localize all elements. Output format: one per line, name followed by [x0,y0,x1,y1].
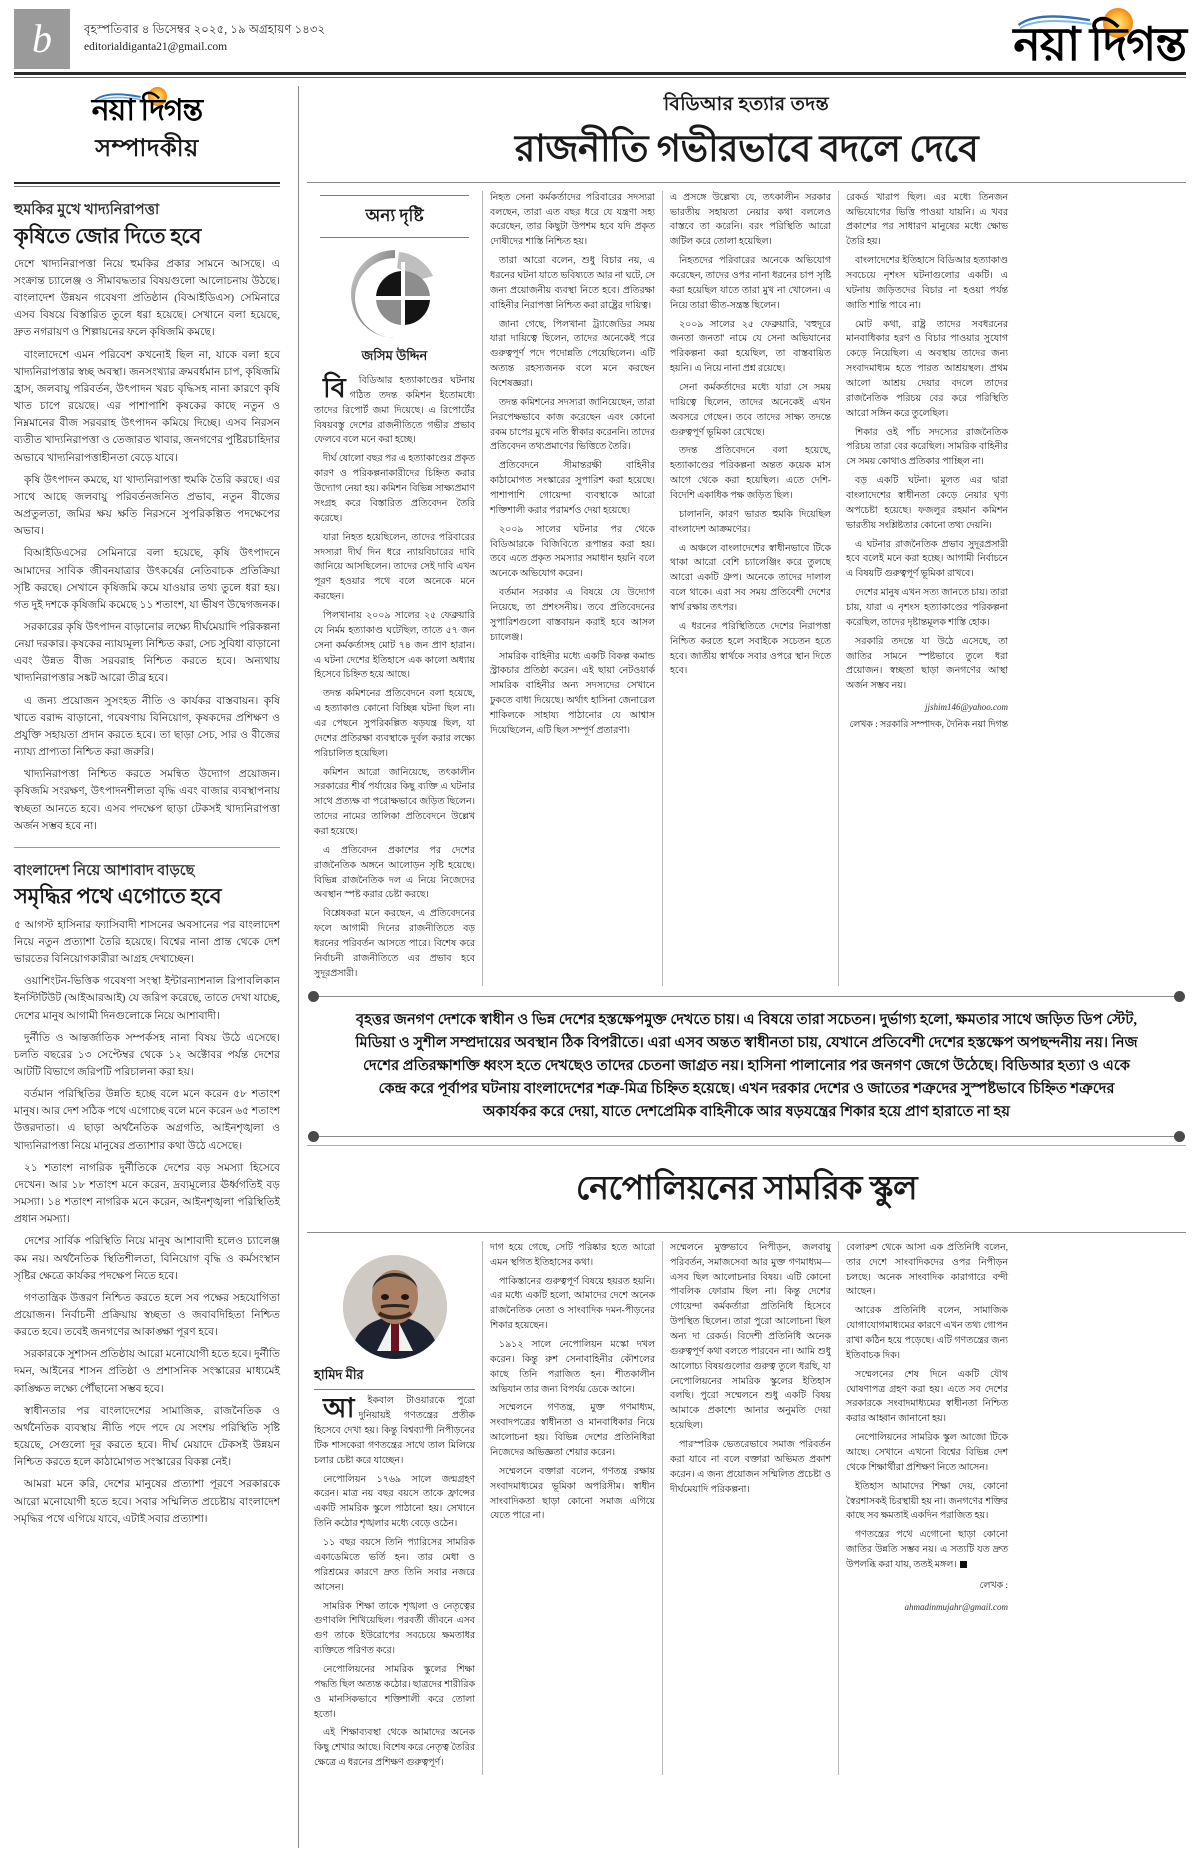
paragraph: দুর্নীতি ও আন্তর্জাতিক সম্পর্কসহ নানা বিষয় উঠে এসেছে। চলতি বছরের ১৩ সেপ্টেম্বর থেকে ১২ অক্টোবর পর্যন্ত দেশের আটটি বিভাগে জরিপটি পরিচালনা করা হয়। [14,1032,280,1078]
story-column [663,191,839,986]
paragraph: গণতান্ত্রিক উত্তরণ নিশ্চিত করতে হলে সব পক্ষের সহযোগিতা প্রয়োজন। নির্বাচনী প্রক্রিয়ায় স্বচ্ছতা ও জবাবদিহিতা নিশ্চিত করতে হবে। তবেই জনগণের আকাঙ্ক্ষা পূরণ হবে। [14,1292,280,1339]
editorial-kicker: বাংলাদেশ নিয়ে আশাবাদ বাড়ছে [14,862,195,879]
author-credit: লেখক : সরকারি সম্পাদক, দৈনিক নয়া দিগন্ত [849,720,1008,731]
paragraph: সরকারের কৃষি উৎপাদন বাড়ানোর লক্ষ্যে দীর্ঘমেয়াদি পরিকল্পনা নেয়া দরকার। কৃষকের ন্যায্যমূল্য নিশ্চিত করা, সেচ সুবিধা বাড়ানো এবং উন্নত বীজ সরবরাহ নিশ্চিত করতে হবে। অন্যথায় খাদ্যনিরাপত্তার সঙ্কট আরো তীব্র হবে। [14,621,280,685]
secondary-author-name: হামিদ মীর [314,1366,364,1382]
pull-quote-dot [1174,1131,1185,1142]
paragraph-text: গণতন্ত্রের পথে এগোনো ছাড়া কোনো জাতির উন্নতি সম্ভব নয়। এ সত্যটি যত দ্রুত উপলব্ধি করা যায়, ততই মঙ্গল। [846,1530,1008,1570]
secondary-story-rule [307,1232,1186,1233]
byline-rule [314,1389,475,1390]
paragraph: নেপোলিয়নের সামরিক স্কুল আজো টিকে আছে। সেখানে এখনো বিশ্বের বিভিন্ন দেশ থেকে শিক্ষার্থীরা প্রশিক্ষণ নিতে আসেন। [846,1433,1008,1473]
story-column [483,1241,663,1775]
paragraph [314,374,475,448]
naya-diganta-wordmark [1013,19,1186,70]
masthead-rule [14,72,1186,75]
paragraph: বিশ্লেষকরা মনে করছেন, এ প্রতিবেদনের ফলে আগামী দিনের রাজনীতিতে বড় ধরনের পরিবর্তন আসতে পারে। বিশেষ করে নির্বাচনী রাজনীতিতে এর প্রভাব হবে সুদূরপ্রসারী। [314,909,475,979]
paragraph: শিকার ওই পাঁচ সদস্যের রাজনৈতিক পরিচয় তারা বের করেছিল। সামরিক বাহিনীর সে সময় কোথাও প্রতিকার পাচ্ছিল না। [846,427,1008,468]
pull-quote-text: বৃহত্তর জনগণ দেশকে স্বাধীন ও ভিন্ন দেশের হস্তক্ষেপমুক্ত দেখতে চায়। এ বিষয়ে তারা সচেতন। দুর্ভাগ্য হলো, ক্ষমতার সাথে জড়িত ডিপ স্টেট, মিডিয়া ও সুশীল সম্প্রদায়ের অবস্থান ঠিক বিপরীতে। এরা এসব অন্তত স্বাধীনতা চায়, যেখানে প্রতিবেশী দেশের হস্তক্ষেপ অপছন্দনীয় নয়। নিজ দেশের প্রতিরক্ষাশক্তি ধ্বংস হতে দেখছেও তাদের চেতনা জাগ্রত নয়। হাসিনা পালানোর পর জনগণ জেগে উঠেছে। বিডিআর হত্যা ও একে কেন্দ্র করে পূর্বাপর ঘটনায় বাংলাদেশের শত্রু-মিত্র চিহ্নিত হয়েছে। এখন দরকার দেশের ও জাতের শত্রুদের সুস্পষ্টভাবে চিহ্নিত শত্রুদের অকার্যকর করে দেয়া, যাতে দেশপ্রেমিক বাহিনীকে আর ষড়যন্ত্রের শিকার হয়ে প্রাণ হারাতে না হয় [355,1011,1138,1120]
editorial-kicker: হুমকির মুখে খাদ্যনিরাপত্তা [14,202,160,218]
paragraph [314,1394,475,1468]
paragraph: কমিশন আরো জানিয়েছে, তৎকালীন সরকারের শীর্ষ পর্যায়ের কিছু ব্যক্তি এ ঘটনার সাথে প্রত্যক্ষ বা পরোক্ষভাবে জড়িত ছিলেন। তাদের নামের তালিকা প্রতিবেদনে উল্লেখ করা হয়েছে। [314,767,475,837]
paragraph: দেশের মানুষ এখন সত্য জানতে চায়। তারা চায়, যারা এ নৃশংস হত্যাকাণ্ডের পরিকল্পনা করেছিল, তাদের দৃষ্টান্তমূলক শাস্তি হোক। [846,588,1008,628]
paragraph: সম্মেলনে মুক্তভাবে নিপীড়ন, জলবায়ু পরিবর্তন, সমাজসেবা আর মুক্ত গণমাধ্যম— এসব ছিল আলোচনার বিষয়। এটি কোনো পাবলিক ফোরাম ছিল না। কিন্তু দেশের গোয়েন্দা কর্মকর্তারা প্রতিনিধি হিসেবে উপস্থিত ছিলেন। তারা পুরো আলোচনা ছিল অন্য দা রেকর্ড। বিদেশী প্রতিনিধি অনেক গুরুত্বপূর্ণ কথা বলতে পারবেন না। আমি শুধু আলোচ্য বিষয়গুলোর গুরুত্ব তুলে ধরছি, যা নেপোলিয়নের সামরিক স্কুলের ইতিহাস বলছি। পুরো সম্মেলনে শুধু একটি বিষয় আমাকে প্রকাশ্যে আনার অনুমতি দেয়া হয়েছিল। [670,1242,831,1432]
paragraph: সম্মেলনের শেষ দিনে একটি যৌথ ঘোষণাপত্র গ্রহণ করা হয়। এতে সব দেশের সরকারকে সংবাদমাধ্যমের স্বাধীনতা নিশ্চিত করার আহ্বান জানানো হয়। [846,1369,1008,1425]
page-grid [0,78,1200,1858]
paragraph: সম্মেলনে গণতন্ত্র, মুক্ত গণমাধ্যম, সংবাদপত্রের স্বাধীনতা ও মানবাধিকার নিয়ে আলোচনা হয়। বিভিন্ন দেশের প্রতিনিধিরা নিজেদের অভিজ্ঞতা শেয়ার করেন। [490,1403,655,1458]
paragraph: দীর্ঘ ষোলো বছর পর এ হত্যাকাণ্ডের প্রকৃত কারণ ও পরিকল্পনাকারীদের চিহ্নিত করার উদ্যোগ নেয়া হয়। কমিশন বিভিন্ন সাক্ষ্যপ্রমাণ সংগ্রহ করে বিস্তারিত প্রতিবেদন তৈরি করেছে। [314,454,475,524]
paragraph: সামরিক শিক্ষা তাকে শৃঙ্খলা ও নেতৃত্বের গুণাবলি শিখিয়েছিল। পরবর্তী জীবনে এসব গুণ তাকে ইউরোপের সবচেয়ে ক্ষমতাধর ব্যক্তিতে পরিণত করে। [314,1601,475,1657]
paragraph: বেলারুশ থেকে আসা এক প্রতিনিধি বলেন, তার দেশে সাংবাদিকদের ওপর নিপীড়ন চলছে। অনেক সাংবাদিক কারাগারে বন্দী আছেন। [846,1242,1008,1298]
paragraph: ইতিহাস আমাদের শিক্ষা দেয়, কোনো স্বৈরশাসকই চিরস্থায়ী হয় না। জনগণের শক্তির কাছে সব ক্ষমতাই একদিন পরাজিত হয়। [846,1481,1008,1522]
paragraph: রেকর্ড খারাপ ছিল। এর মধ্যে তিনজন অভিযোগের ভিত্তি পাওয়া যায়নি। এ খবর প্রকাশের পর সাধারণ মানুষের মধ্যে ক্ষোভ তৈরি হয়। [846,192,1008,248]
paragraph: আমরা মনে করি, দেশের মানুষের প্রত্যাশা পূরণে সরকারকে আরো মনোযোগী হতে হবে। সবার সম্মিলিত প্রচেষ্টায় বাংলাদেশ সমৃদ্ধির পথে এগিয়ে যাবে, এটাই সবার প্রত্যাশা। [14,1479,280,1525]
main-story-columns [307,191,1186,986]
editorial-wordmark [92,96,202,126]
editorial-body [14,917,280,1528]
author-email[interactable]: jjshim146@yahoo.com [924,702,1008,713]
paragraph: এ প্রসঙ্গে উল্লেখ্য যে, তৎকালীন সরকার ভারতীয় সহায়তা নেয়ার কথা বললেও বাস্তবে তা করেনি। বরং পরিস্থিতি আরো জটিল করে তোলা হয়েছিল। [670,192,831,248]
story-column [483,191,663,986]
secondary-story-columns [307,1241,1186,1775]
pull-quote-rule-bottom [313,1136,1180,1137]
editorial-email: editorialdiganta21@gmail.com [84,41,228,53]
paragraph: ২০০৯ সালের ঘটনার পর থেকে বিডিআরকে বিজিবিতে রূপান্তর করা হয়। তবে এতে প্রকৃত সমস্যার সমাধান হয়নি বলে অনেকে অভিযোগ করেন। [490,524,655,580]
secondary-author-email[interactable]: ahmadinmujahr@gmail.com [904,1601,1008,1612]
paragraph: সরকারকে সুশাসন প্রতিষ্ঠায় আরো মনোযোগী হতে হবে। দুর্নীতি দমন, আইনের শাসন প্রতিষ্ঠা ও প্রশাসনিক সংস্কারের মাধ্যমেই কাঙ্ক্ষিত লক্ষ্যে পৌঁছানো সম্ভব হবে। [14,1349,280,1395]
secondary-story-title[interactable]: নেপোলিয়নের সামরিক স্কুল [575,1170,918,1207]
editorial-section-label: সম্পাদকীয় [95,136,199,162]
pull-quote-dot [308,1131,319,1142]
paragraph: জানা গেছে, পিলখানা ট্র্যাজেডির সময় যারা দায়িত্বে ছিলেন, তাদের অনেকেই পরে গুরুত্বপূর্ণ পদে পদোন্নতি পেয়েছিলেন। এটি অত্যন্ত রহস্যজনক বলে মনে করছেন বিশেষজ্ঞরা। [490,319,655,389]
editorial-rule-thin [14,186,280,187]
paragraph: এ ঘটনার রাজনৈতিক প্রভাব সুদূরপ্রসারী হবে বলেই মনে করা হচ্ছে। আগামী নির্বাচনে এ বিষয়টি গুরুত্বপূর্ণ ভূমিকা রাখবে। [846,539,1008,580]
editorial-column [14,86,290,1848]
paragraph: প্রতিবেদনে সীমান্তরক্ষী বাহিনীর কাঠামোগত সংস্কারের সুপারিশ করা হয়েছে। পাশাপাশি গোয়েন্দা ব্যবস্থাকে আরো শক্তিশালী করার পরামর্শও দেয়া হয়েছে। [490,461,655,516]
main-story-header [307,86,1186,172]
story-column [663,1241,839,1775]
paragraph: নিহত সেনা কর্মকর্তাদের পরিবারের সদস্যরা বলছেন, তারা এত বছর ধরে যে যন্ত্রণা সহ্য করেছেন, তার কিছুটা উপশম হবে যদি প্রকৃত দোষীদের শাস্তি নিশ্চিত হয়। [490,192,655,248]
story-column [307,191,483,986]
main-story-title[interactable]: রাজনীতি গভীরভাবে বদলে দেবে [514,129,979,170]
editorial-separator [14,847,280,848]
paragraph: এ ধরনের পরিস্থিতিতে দেশের নিরাপত্তা নিশ্চিত করতে হলে সবাইকে সচেতন হতে হবে। জাতীয় স্বার্থকে সবার ওপরে স্থান দিতে হবে। [670,621,831,677]
byline-box [314,195,475,374]
paragraph: মোট কথা, রাষ্ট্র তাদের সবধরনের মানবাধিকার হরণ ও বিচার পাওয়ার সুযোগ কেড়ে নিয়েছিল। এ অবস্থায় তাদের জন্য সংবাদমাধ্যম হতে পারত আশ্রয়স্থল। প্রথম আলো আশ্রয় দেয়ার বদলে তাদের রাজনৈতিক পরিচয় বের করে পরিস্থিতি আরো সঙ্গিন করে তুলেছিল। [846,319,1008,419]
secondary-story [307,1156,1186,1775]
paragraph: বড় একটি ঘটনা। মূলত এর দ্বারা বাংলাদেশের স্বাধীনতা কেড়ে নেয়ার ঘৃণ্য অপচেষ্টা হয়েছে। ফজলুর রহমান কমিশন ভারতীয় সংশ্লিষ্টতার কোনো তথ্য দেয়নি। [846,476,1008,531]
author-portrait [343,1255,447,1359]
drop-cap: আ [323,1393,355,1424]
paragraph: সম্মেলনে বক্তারা বলেন, গণতন্ত্র রক্ষায় সংবাদমাধ্যমের ভূমিকা অপরিসীম। স্বাধীন সাংবাদিকতা ছাড়া কোনো সমাজ এগিয়ে যেতে পারে না। [490,1466,655,1522]
main-story-kicker: বিডিআর হত্যার তদন্ত [663,94,830,115]
paragraph [846,1528,1008,1573]
editorial-brand-text: নয়া দিগন্ত [91,94,203,127]
paragraph: সরকারি তদন্তে যা উঠে এসেছে, তা জাতির সামনে স্পষ্টভাবে তুলে ধরা প্রয়োজন। স্বচ্ছতা ছাড়া জনগণের আস্থা অর্জন সম্ভব নয়। [846,636,1008,692]
paragraph: দেশে খাদ্যনিরাপত্তা নিয়ে হুমকির প্রকার সামনে আসছে। এ সংক্রান্ত চ্যালেঞ্জ ও সীমাবদ্ধতার বিষয়গুলো আলোচনায় উঠছে। বাংলাদেশ উন্নয়ন গবেষণা প্রতিষ্ঠান (বিআইডিএস) সেমিনারে এসব বিষয়ে বিস্তারিত তুলে ধরা হয়েছে। সেখানে বলা হয়েছে, দ্রুত নগরায়ণ ও শিল্পায়নের ফলে কৃষিজমি কমছে। [14,258,280,339]
story-column [839,1241,1015,1775]
paragraph: ২১ শতাংশ নাগরিক দুর্নীতিকে দেশের বড় সমস্যা হিসেবে দেখেন। আর ১৮ শতাংশ মনে করেন, দ্রব্যমূল্যের ঊর্ধ্বগতিই বড় সমস্যা। ১৪ শতাংশ নাগরিক মনে করেন, আইনশৃঙ্খলা পরিস্থিতিই প্রধান সমস্যা। [14,1162,280,1226]
masthead-brand-text: নয়া দিগন্ত [1013,19,1186,70]
editorial-rule [14,182,280,184]
paragraph: বর্তমান সরকার এ বিষয়ে যে উদ্যোগ নিয়েছে, তা প্রশংসনীয়। তবে প্রতিবেদনের সুপারিশগুলো বাস্তবায়ন করাই হবে আসল চ্যালেঞ্জ। [490,588,655,643]
paragraph: স্বাধীনতার পর বাংলাদেশের সামাজিক, রাজনৈতিক ও অর্থনৈতিক ব্যবস্থায় নীতি পদে পদে যে সংশয় পরিস্থিতি সৃষ্টি হয়েছে, সেগুলো দূর করতে হবে। দীর্ঘ মেয়াদে টেকসই উন্নয়ন নিশ্চিত করতে হলে কাঠামোগত সংস্কারের বিকল্প নেই। [14,1405,280,1469]
crescent-crosshair-logo-icon [347,246,443,342]
author-name: জসিম উদ্দিন [361,347,428,363]
paragraph: তদন্ত কমিশনের সদস্যরা জানিয়েছেন, তারা নিরপেক্ষভাবে কাজ করেছেন এবং কোনো রকম চাপের মুখে নতি স্বীকার করেননি। তাদের প্রতিবেদন তথ্যপ্রমাণের ভিত্তিতে তৈরি। [490,397,655,453]
pull-quote-block [313,996,1180,1137]
page-masthead [0,0,1200,72]
byline-rule-bottom [320,237,469,238]
paragraph-text: ইকবাল টাওয়ারকে পুরো দুনিয়ায়ই গণতন্ত্রের প্রতীক হিসেবে দেখা হয়। কিন্তু বিশ্বব্যাপী নিপীড়নের টিক শাসকেরা গণতন্ত্রের সাথে তাল মিলিয়ে চলার চেষ্টা করে যাচ্ছেন। [314,1396,475,1466]
publisher-mark [14,9,70,69]
paragraph: তদন্ত কমিশনের প্রতিবেদনে বলা হয়েছে, এ হত্যাকাণ্ড কোনো বিচ্ছিন্ন ঘটনা ছিল না। এর পেছনে সুপরিকল্পিত ষড়যন্ত্র ছিল, যা দেশের প্রতিরক্ষা ব্যবস্থাকে দুর্বল করার লক্ষ্যে পরিচালিত হয়েছিল। [314,689,475,759]
editorial-title[interactable]: সমৃদ্ধির পথে এগোতে হবে [14,884,222,909]
paragraph: পাকিস্তানের গুরুত্বপূর্ণ বিষয়ে হয়রত হয়নি। এর মধ্যে একটি হলো, আমাদের দেশে অনেক রাজনৈতিক নেতা ও সাংবাদিক দমন-পীড়নের শিকার হয়েছেন। [490,1276,655,1332]
story-column [839,191,1015,986]
paragraph: বাংলাদেশে এমন পরিবেশ কখনোই ছিল না, যাকে বলা হবে খাদ্যনিরাপত্তার স্বচ্ছ অবস্থা। জনসংখ্যার ক্রমবর্ধমান চাপ, কৃষিজমি হ্রাস, জলবায়ু পরিবর্তন, উৎপাদন খরচ বৃদ্ধিসহ নানা কারণে কৃষি খাত চাপে রয়েছে। এর পাশাপাশি কৃষকের কাছে নতুন ও নিম্নমানের বীজ সরবরাহ উৎপাদন কমিয়ে দিচ্ছে। এসব নিরসন ব্যতীত খাদ্যনিরাপত্তা ও তেজারত খাবার, জনগণের পুষ্টিরচাহিদার অভাবে খাদ্যনিরাপত্তাহীনতা বেড়ে যাবে। [14,349,280,464]
masthead-meta [84,22,325,57]
paragraph: যারা নিহত হয়েছিলেন, তাদের পরিবারের সদস্যরা দীর্ঘ দিন ধরে ন্যায়বিচারের দাবি জানিয়ে আসছিলেন। তাদের সেই দাবি এখন পূরণ হওয়ার পথে বলে অনেকে মনে করছেন। [314,532,475,603]
main-column [307,86,1186,1848]
paragraph: পিলখানায় ২০০৯ সালের ২৫ ফেব্রুয়ারি যে নির্মম হত্যাকাণ্ড ঘটেছিল, তাতে ৫৭ জন সেনা কর্মকর্তাসহ মোট ৭৪ জন প্রাণ হারান। এ ঘটনা দেশের ইতিহাসে এক কালো অধ্যায় হিসেবে চিহ্নিত হয়ে আছে। [314,610,475,681]
publication-date: বৃহস্পতিবার ৪ ডিসেম্বর ২০২৫, ১৯ অগ্রহায়ণ ১৪৩২ [84,23,326,36]
paragraph: এ অঞ্চলে বাংলাদেশের স্বাধীনভাবে টিকে থাকা আরো বেশি চ্যালেঞ্জিং করে তুলছে আরো একটি গ্রুপ। অনেকে তাদের দালাল বলে থাকে। এরা সব সময় প্রতিবেশী দেশের স্বার্থ রক্ষায় তৎপর। [670,543,831,613]
paragraph: এ প্রতিবেদন প্রকাশের পর দেশের রাজনৈতিক অঙ্গনে আলোড়ন সৃষ্টি হয়েছে। বিভিন্ন রাজনৈতিক দল এ নিয়ে নিজেদের অবস্থান স্পষ্ট করার চেষ্টা করছে। [314,845,475,901]
main-story-rule [307,182,1186,183]
paragraph: কৃষি উৎপাদন কমছে, যা খাদ্যনিরাপত্তা হুমকি তৈরি করছে। এর সাথে আছে জলবায়ু পরিবর্তনজনিত প্রভাব, নতুন বীজের অপ্রতুলতা, জমির ক্ষয় ক্ষতি নিরসনে সুপরিকল্পিত পদক্ষেপের অভাব। [14,474,280,538]
paragraph: আরেক প্রতিনিধি বলেন, সামাজিক যোগাযোগমাধ্যমের কারণে এখন তথ্য গোপন রাখা কঠিন হয়ে পড়েছে। এটি গণতন্ত্রের জন্য ইতিবাচক দিক। [846,1306,1008,1361]
editorial-article [14,862,280,1528]
column-series-label: অন্য দৃষ্টি [365,205,424,225]
paragraph: পারস্পরিক ভেতরেভাবে সমাজ পরিবর্তন করা যাবে না বলে বক্তারা অভিমত প্রকাশ করেন। এ জন্য প্রয়োজন সম্মিলিত প্রচেষ্টা ও দীর্ঘমেয়াদি পরিকল্পনা। [670,1439,831,1495]
paragraph: নিহতদের পরিবারের অনেকে অভিযোগ করেছেন, তাদের ওপর নানা ধরনের চাপ সৃষ্টি করা হয়েছিল যাতে তারা মুখ না খোলেন। এ নিয়ে তারা ভীত-সন্ত্রস্ত ছিলেন। [670,256,831,311]
paragraph: বাংলাদেশের ইতিহাসে বিডিআর হত্যাকাণ্ড সবচেয়ে নৃশংস ঘটনাগুলোর একটি। এ ঘটনায় জড়িতদের বিচার না হওয়া পর্যন্ত জাতি শান্তি পাবে না। [846,256,1008,311]
paragraph: ১৯১২ সালে নেপোলিয়ন মস্কো দখল করেন। কিন্তু রুশ সেনাবাহিনীর কৌশলের কাছে তিনি পরাজিত হন। শীতকালীন অভিযান তার জন্য বিপর্যয় ডেকে আনে। [490,1339,655,1395]
paragraph: ৫ আগস্ট হাসিনার ফ্যাসিবাদী শাসনের অবসানের পর বাংলাদেশ নিয়ে নতুন প্রত্যাশা তৈরি হয়েছে। বিশ্বের নানা প্রান্ত থেকে দেশ ভারতের বিনিয়োগকারীরা আগ্রহ দেখাচ্ছেন। [14,919,280,966]
paragraph: ২০০৯ সালের ২৫ ফেব্রুয়ারি, 'বহুদূরে জনতা জনতা' নামে যে সেনা অভিযানের পরিকল্পনা করা হয়েছিল, তা বাস্তবায়িত হয়নি। এ নিয়ে নানা প্রশ্ন রয়েছে। [670,319,831,375]
pull-quote-dot [308,991,319,1002]
byline-rule-top [320,195,469,196]
paragraph: এ জন্য প্রয়োজন সুসংহত নীতি ও কার্যকর বাস্তবায়ন। কৃষি খাতে বরাদ্দ বাড়ানো, গবেষণায় বিনিয়োগ, কৃষকদের প্রশিক্ষণ ও প্রযুক্তি সহায়তা প্রদান করতে হবে। তা ছাড়া সেচ, সার ও বীজের ন্যায্য প্রাপ্যতা নিশ্চিত করা জরুরি। [14,695,280,759]
paragraph: সেনা কর্মকর্তাদের মধ্যে যারা সে সময় দায়িত্বে ছিলেন, তাদের অনেকেই এখন অবসরে গেছেন। তবে তাদের সাক্ষ্য তদন্তে গুরুত্বপূর্ণ ভূমিকা রেখেছে। [670,382,831,438]
drop-cap: বি [323,373,346,404]
masthead-brand [1013,19,1186,70]
paragraph: এই শিক্ষাব্যবস্থা থেকে আমাদের অনেক কিছু শেখার আছে। বিশেষ করে নেতৃত্ব তৈরির ক্ষেত্রে এ ধরনের প্রশিক্ষণ গুরুত্বপূর্ণ। [314,1728,475,1769]
paragraph: খাদ্যনিরাপত্তা নিশ্চিত করতে সমন্বিত উদ্যোগ প্রয়োজন। কৃষিজমি সংরক্ষণ, উৎপাদনশীলতা বৃদ্ধি এবং বাজার ব্যবস্থাপনায় স্বচ্ছতা আনতে হবে। এসব পদক্ষেপ ছাড়া টেকসই খাদ্যনিরাপত্তা অর্জন সম্ভব হবে না। [14,769,280,832]
paragraph: তদন্ত প্রতিবেদনে বলা হয়েছে, হত্যাকাণ্ডের পরিকল্পনা অন্তত কয়েক মাস আগে থেকে করা হয়েছিল। এতে দেশি-বিদেশি একাধিক পক্ষ জড়িত ছিল। [670,446,831,501]
editorial-title[interactable]: কৃষিতে জোর দিতে হবে [14,223,202,248]
paragraph: ১১ বছর বয়সে তিনি প্যারিসের সামরিক একাডেমিতে ভর্তি হন। তার মেধা ও পরিশ্রমের কারণে দ্রুত তিনি সবার নজরে আসেন। [314,1538,475,1593]
paragraph: নেপোলিয়ন ১৭৬৯ সালে জন্মগ্রহণ করেন। মাত্র নয় বছর বয়সে তাকে ফ্রান্সের একটি সামরিক স্কুলে পাঠানো হয়। সেখানে তিনি কঠোর শৃঙ্খলার মধ্যে বেড়ে ওঠেন। [314,1474,475,1530]
paragraph: তারা আরো বলেন, শুধু বিচার নয়, এ ধরনের ঘটনা যাতে ভবিষ্যতে আর না ঘটে, সে জন্য প্রয়োজনীয় ব্যবস্থা নিতে হবে। প্রতিরক্ষা বাহিনীর নিরাপত্তা নিশ্চিত করা রাষ্ট্রের দায়িত্ব। [490,256,655,311]
paragraph: ওয়াশিংটন-ভিত্তিক গবেষণা সংস্থা ইন্টারন্যাশনাল রিপাবলিকান ইনস্টিটিউট (আইআরআই) যে জরিপ করেছে, তাতে দেখা যাচ্ছে, দেশের মানুষ আগামী দিনগুলোকে নিয়ে আশাবাদী। [14,976,280,1022]
end-mark-icon [960,1561,967,1568]
pull-quote-dot [1174,991,1185,1002]
section-divider [307,1145,1186,1146]
story-column [307,1241,483,1775]
editorial-body [14,256,280,835]
publisher-mark-glyph: b [32,16,52,61]
paragraph: বর্তমান পরিস্থিতির উন্নতি হচ্ছে বলে মনে করেন ৫৮ শতাংশ মানুষ। আর দেশ সঠিক পথে এগোচ্ছে বলে মনে করেন ৬৫ শতাংশ উত্তরদাতা। এ ছাড়া অর্থনৈতিক অগ্রগতি, আইনশৃঙ্খলা ও খাদ্যনিরাপত্তা নিয়ে মানুষের প্রত্যাশার কথা উঠে এসেছে। [14,1089,280,1152]
paragraph: দেশের সার্বিক পরিস্থিতি নিয়ে মানুষ আশাবাদী হলেও চ্যালেঞ্জ কম নয়। অর্থনৈতিক স্থিতিশীলতা, বিনিয়োগ বৃদ্ধি ও কর্মসংস্থান সৃষ্টির ক্ষেত্রে কার্যকর পদক্ষেপ নিতে হবে। [14,1236,280,1282]
secondary-author-label: লেখক : [979,1580,1008,1591]
paragraph: চালাননি, কারণ ভারত হুমকি দিয়েছিল বাংলাদেশ আক্রমণের। [670,509,831,535]
paragraph: বিআইডিএসের সেমিনারে বলা হয়েছে, কৃষি উৎপাদনে আমাদের সাবিক জীবনযাত্রার উৎকর্ষের নেতিবাচক প্রতিক্রিয়া সৃষ্টি করছে। সেখানে কৃষিজমি কমে যাওয়ার তথ্য তুলে ধরা হয়। গত দুই দশকে কৃষিজমি কমেছে ১১ শতাংশ, যা ভীষণ উদ্বেগজনক। [14,548,280,611]
paragraph-text: বিডিআর হত্যাকাণ্ডের ঘটনায় গঠিত তদন্ত কমিশন ইতোমধ্যে তাদের রিপোর্ট জমা দিয়েছে। এ রিপোর্টের বিষয়বস্তু দেশের রাজনীতিতে গভীর প্রভাব ফেলবে বলে মনে করা হচ্ছে। [314,376,475,446]
paragraph: সামরিক বাহিনীর মধ্যে একটি বিকল্প কমান্ড স্ট্রাকচার প্রতিষ্ঠা করেন। এই ছায়া নেটওয়ার্ক সামরিক বাহিনীর অন্য সদস্যদের সেখানে ঢুকতে বাধা দিয়েছে। অর্থাৎ হাসিনা জেনারেল শাকিলকে সাহায্য পাঠানোর যে আশ্বাস দিয়েছিলেন, এটি ছিল সম্পূর্ণ প্রতারণা। [490,651,655,736]
column-divider [298,86,299,1848]
editorial-article [14,201,280,835]
paragraph: নেপোলিয়নের সামরিক স্কুলের শিক্ষা পদ্ধতি ছিল অত্যন্ত কঠোর। ছাত্রদের শারীরিক ও মানসিকভাবে শক্তিশালী করে তোলা হতো। [314,1664,475,1720]
paragraph: দাগ হয়ে গেছে, সেটি পরিষ্কার হতে আরো এমন স্থগিত ইতিহাসের কথা। [490,1242,655,1268]
editorial-masthead [14,86,280,174]
